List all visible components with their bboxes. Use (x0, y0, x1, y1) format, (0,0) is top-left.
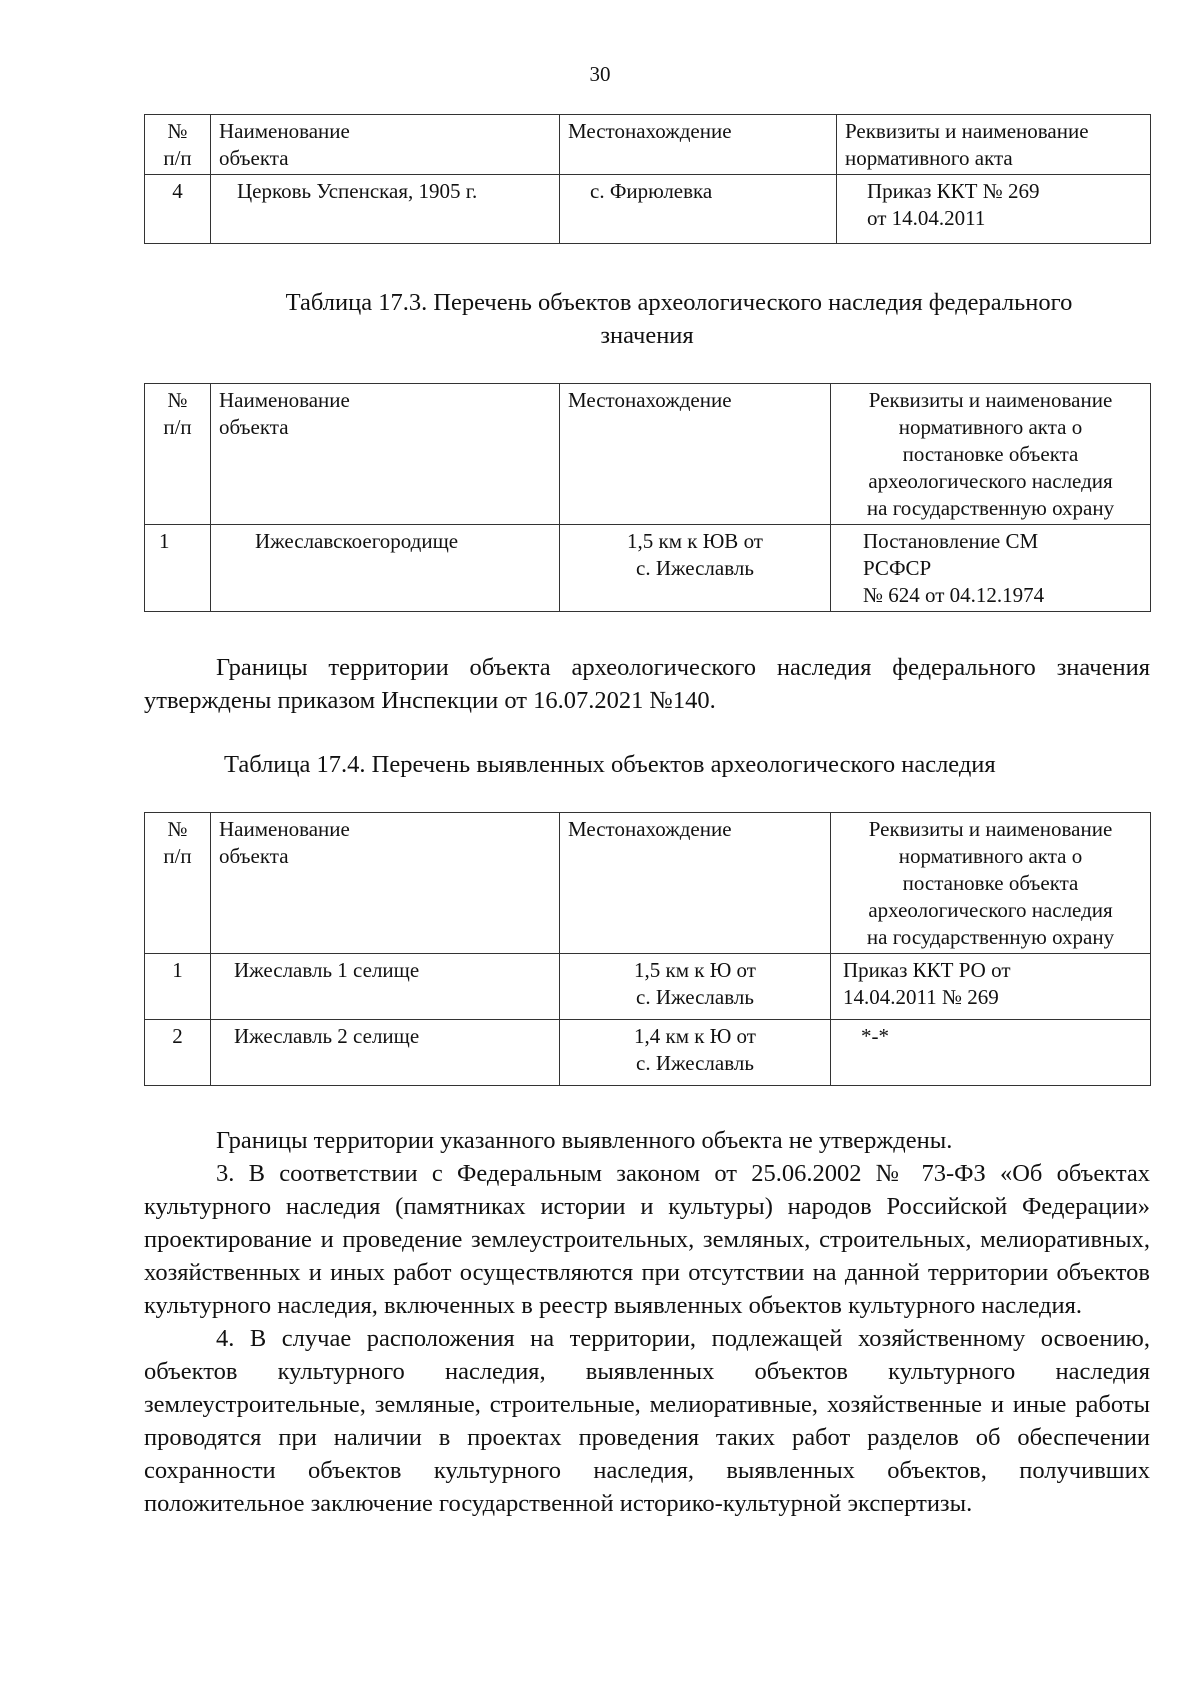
cell-name: Ижеславль 1 селище (211, 954, 560, 1020)
paragraph-borders-not-approved: Границы территории указанного выявленного объекта не утверждены. (216, 1127, 953, 1154)
table-header-row (145, 813, 1151, 954)
paragraph-item-3: 3. В соответствии с Федеральным законом от 25.06.2002 № 73-ФЗ «Об объектах культурного наследия (памятниках истории и культуры) народов Российской Федерации» проектирование и проведение землеустроительных, земляных, строительных, мелиоративных, хозяйственных и иных работ осуществляются при отсутствии на данной территории объектов культурного наследия, включенных в реестр выявленных объектов культурного наследия. (144, 1160, 1150, 1319)
header-act: Реквизиты и наименование нормативного акта о постановке объекта археологического наследия на государственную охрану (831, 813, 1151, 954)
table-row (145, 954, 1151, 1020)
cell-name: Ижеславль 2 селище (211, 1020, 560, 1086)
table-monuments-continuation (144, 114, 1151, 244)
paragraph-item-4: 4. В случае расположения на территории, подлежащей хозяйственному освоению, объектов культурного наследия, выявленных объектов культурного наследия землеустроительные, земляные, строительные, мелиоративные, хозяйственные и иные работы проводятся при наличии в проектах проведения таких работ разделов об обеспечении сохранности объектов культурного наследия, выявленных объектов, получивших положительное заключение государственной историко-культурной экспертизы. (144, 1325, 1150, 1517)
table-row (145, 1020, 1151, 1086)
table-header-row (145, 384, 1151, 525)
cell-act: Постановление СМ РСФСР № 624 от 04.12.1974 (831, 525, 1151, 612)
cell-act: *-* (831, 1020, 1151, 1086)
cell-location: 1,4 км к Ю от с. Ижеславль (560, 1020, 831, 1086)
table-row (145, 525, 1151, 612)
header-location: Местонахождение (560, 115, 837, 175)
paragraph-borders-federal: Границы территории объекта археологического наследия федерального значения утверждены приказом Инспекции от 16.07.2021 №140. (144, 654, 1150, 714)
header-num: № п/п (145, 384, 211, 525)
table-header-row (145, 115, 1151, 175)
cell-location: 1,5 км к ЮВ от с. Ижеславль (560, 525, 831, 612)
page-number: 30 (589, 62, 611, 86)
cell-num: 1 (145, 954, 211, 1020)
header-location: Местонахождение (560, 384, 831, 525)
cell-act: Приказ ККТ № 269 от 14.04.2011 (837, 175, 1151, 244)
header-num: № п/п (145, 813, 211, 954)
header-location: Местонахождение (560, 813, 831, 954)
header-name: Наименование объекта (211, 115, 560, 175)
cell-location: 1,5 км к Ю от с. Ижеславль (560, 954, 831, 1020)
cell-num: 4 (145, 175, 211, 244)
table-17-4 (144, 812, 1151, 1086)
caption-table-17-4: Таблица 17.4. Перечень выявленных объектов археологического наследия (224, 751, 996, 778)
header-name: Наименование объекта (211, 384, 560, 525)
cell-name: Церковь Успенская, 1905 г. (211, 175, 560, 244)
cell-num: 1 (145, 525, 211, 612)
cell-name: Ижеславскоегородище (211, 525, 560, 612)
table-row (145, 175, 1151, 244)
cell-location: с. Фирюлевка (560, 175, 837, 244)
cell-num: 2 (145, 1020, 211, 1086)
header-act: Реквизиты и наименование нормативного акта о постановке объекта археологического наследия на государственную охрану (831, 384, 1151, 525)
header-name: Наименование объекта (211, 813, 560, 954)
table-17-3 (144, 383, 1151, 612)
body-text (144, 1124, 1150, 1520)
header-act: Реквизиты и наименование нормативного акта (837, 115, 1151, 175)
header-num: № п/п (145, 115, 211, 175)
caption-table-17-3: Таблица 17.3. Перечень объектов археологического наследия федерального значения (285, 289, 1073, 349)
cell-act: Приказ ККТ РО от 14.04.2011 № 269 (831, 954, 1151, 1020)
